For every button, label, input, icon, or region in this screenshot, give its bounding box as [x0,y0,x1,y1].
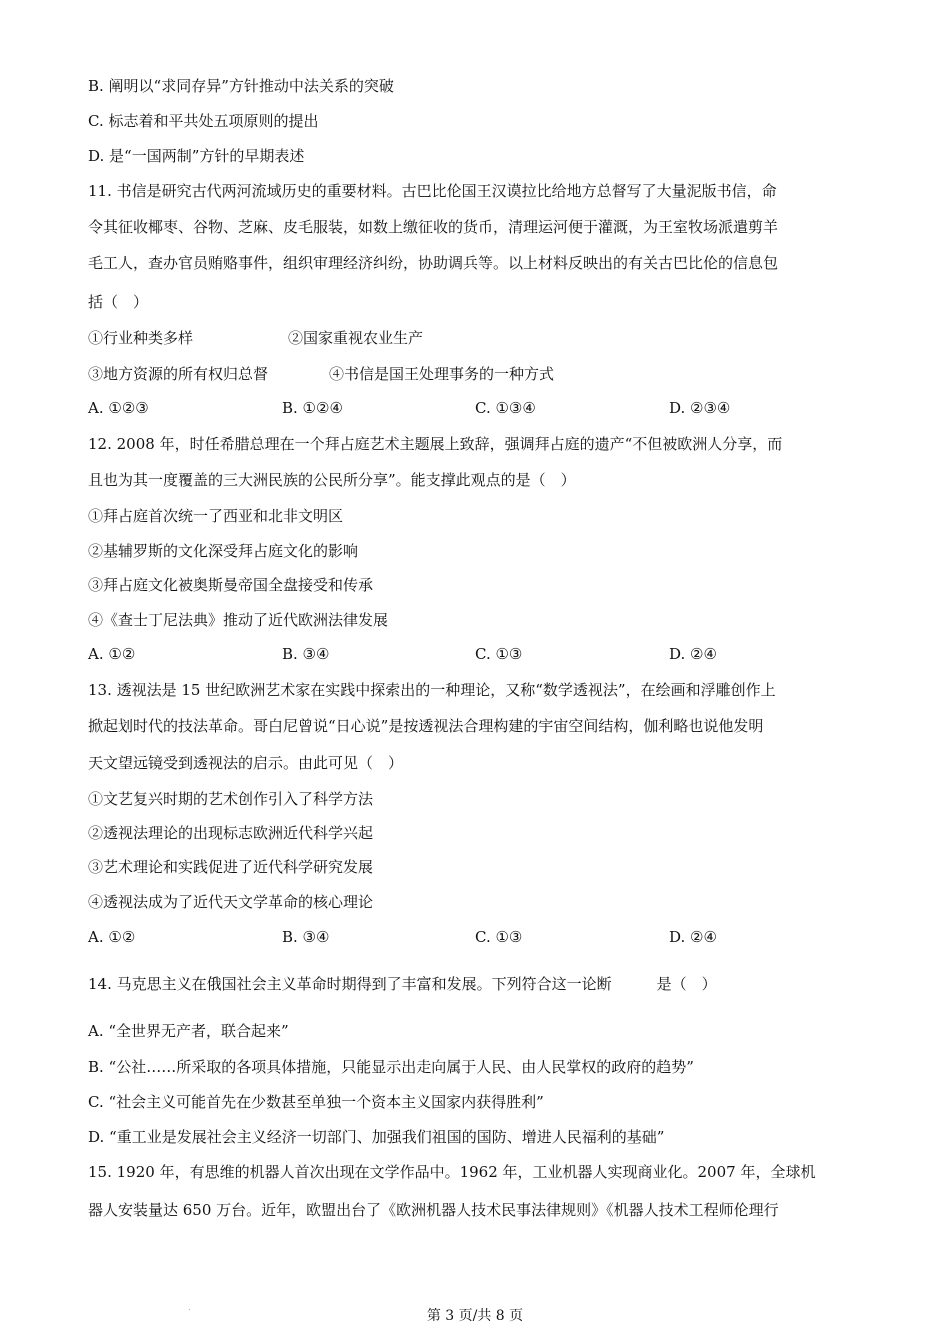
q11-stem-line: 11. 书信是研究古代两河流域历史的重要材料。古巴比伦国王汉谟拉比给地方总督写了大量泥版书信，命 [88,182,777,200]
q12-choice-d: D. ②④ [669,645,717,663]
q11-choice-a: A. ①②③ [88,399,149,417]
q11-stem-line: 括（ ） [88,293,149,311]
q10-option-b: B. 阐明以“求同存异”方针推动中法关系的突破 [88,77,394,95]
q13-stem-line: 13. 透视法是 15 世纪欧洲艺术家在实践中探索出的一种理论，又称“数学透视法”，在绘画和浮雕创作上 [88,681,776,699]
q14-stem: 14. 马克思主义在俄国社会主义革命时期得到了丰富和发展。下列符合这一论断 是（ ） [88,975,717,993]
q11-choice-c: C. ①③④ [475,399,536,417]
q13-choice-c: C. ①③ [475,928,523,946]
q11-stem-line: 令其征收椰枣、谷物、芝麻、皮毛服装，如数上缴征收的货币，清理运河便于灌溉，为王室牧场派遣剪羊 [88,218,779,236]
q14-option-d: D. “重工业是发展社会主义经济一切部门、加强我们祖国的国防、增进人民福利的基础” [88,1128,665,1146]
q12-choice-c: C. ①③ [475,645,523,663]
q11-statement: ③地方资源的所有权归总督 [88,365,269,383]
q12-statement: ④《查士丁尼法典》推动了近代欧洲法律发展 [88,611,389,629]
q10-option-c: C. 标志着和平共处五项原则的提出 [88,112,319,130]
q10-option-d: D. 是“一国两制”方针的早期表述 [88,147,305,165]
q14-option-c: C. “社会主义可能首先在少数甚至单独一个资本主义国家内获得胜利” [88,1093,544,1111]
q13-choice-d: D. ②④ [669,928,717,946]
q14-option-a: A. “全世界无产者，联合起来” [88,1022,289,1040]
q11-choice-d: D. ②③④ [669,399,731,417]
q12-stem-line: 12. 2008 年，时任希腊总理在一个拜占庭艺术主题展上致辞，强调拜占庭的遗产“不但被欧洲人分享，而 [88,435,783,453]
q13-stem-line: 掀起划时代的技法革命。哥白尼曾说“日心说”是按透视法合理构建的宇宙空间结构，伽利略也说他发明 [88,717,764,735]
q11-statement: ④书信是国王处理事务的一种方式 [329,365,555,383]
q13-statement: ①文艺复兴时期的艺术创作引入了科学方法 [88,790,374,808]
q14-option-b: B. “公社……所采取的各项具体措施，只能显示出走向属于人民、由人民掌权的政府的趋势” [88,1058,694,1076]
q15-stem-line: 器人安装量达 650 万台。近年，欧盟出台了《欧洲机器人技术民事法律规则》《机器人技术工程师伦理行 [88,1201,779,1219]
q11-choice-b: B. ①②④ [282,399,343,417]
q13-statement: ④透视法成为了近代天文学革命的核心理论 [88,893,374,911]
q11-statement: ①行业种类多样 [88,329,194,347]
q12-choice-a: A. ①② [88,645,136,663]
page-number: 第 3 页/共 8 页 [426,1308,524,1324]
q12-statement: ③拜占庭文化被奥斯曼帝国全盘接受和传承 [88,576,374,594]
q13-choice-b: B. ③④ [282,928,330,946]
q13-statement: ③艺术理论和实践促进了近代科学研究发展 [88,858,374,876]
q12-stem-line: 且也为其一度覆盖的三大洲民族的公民所分享”。能支撑此观点的是（ ） [88,471,576,489]
q13-statement: ②透视法理论的出现标志欧洲近代科学兴起 [88,824,374,842]
q11-stem-line: 毛工人，查办官员贿赂事件，组织审理经济纠纷，协助调兵等。以上材料反映出的有关古巴比伦的信息包 [88,254,779,272]
q13-choice-a: A. ①② [88,928,136,946]
q11-statement: ②国家重视农业生产 [288,329,424,347]
q13-stem-line: 天文望远镜受到透视法的启示。由此可见（ ） [88,754,404,772]
q12-choice-b: B. ③④ [282,645,330,663]
q15-stem-line: 15. 1920 年，有思维的机器人首次出现在文学作品中。1962 年，工业机器人实现商业化。2007 年，全球机 [88,1163,816,1181]
footer-mark: . [188,1303,191,1312]
q12-statement: ②基辅罗斯的文化深受拜占庭文化的影响 [88,542,359,560]
q12-statement: ①拜占庭首次统一了西亚和北非文明区 [88,507,344,525]
